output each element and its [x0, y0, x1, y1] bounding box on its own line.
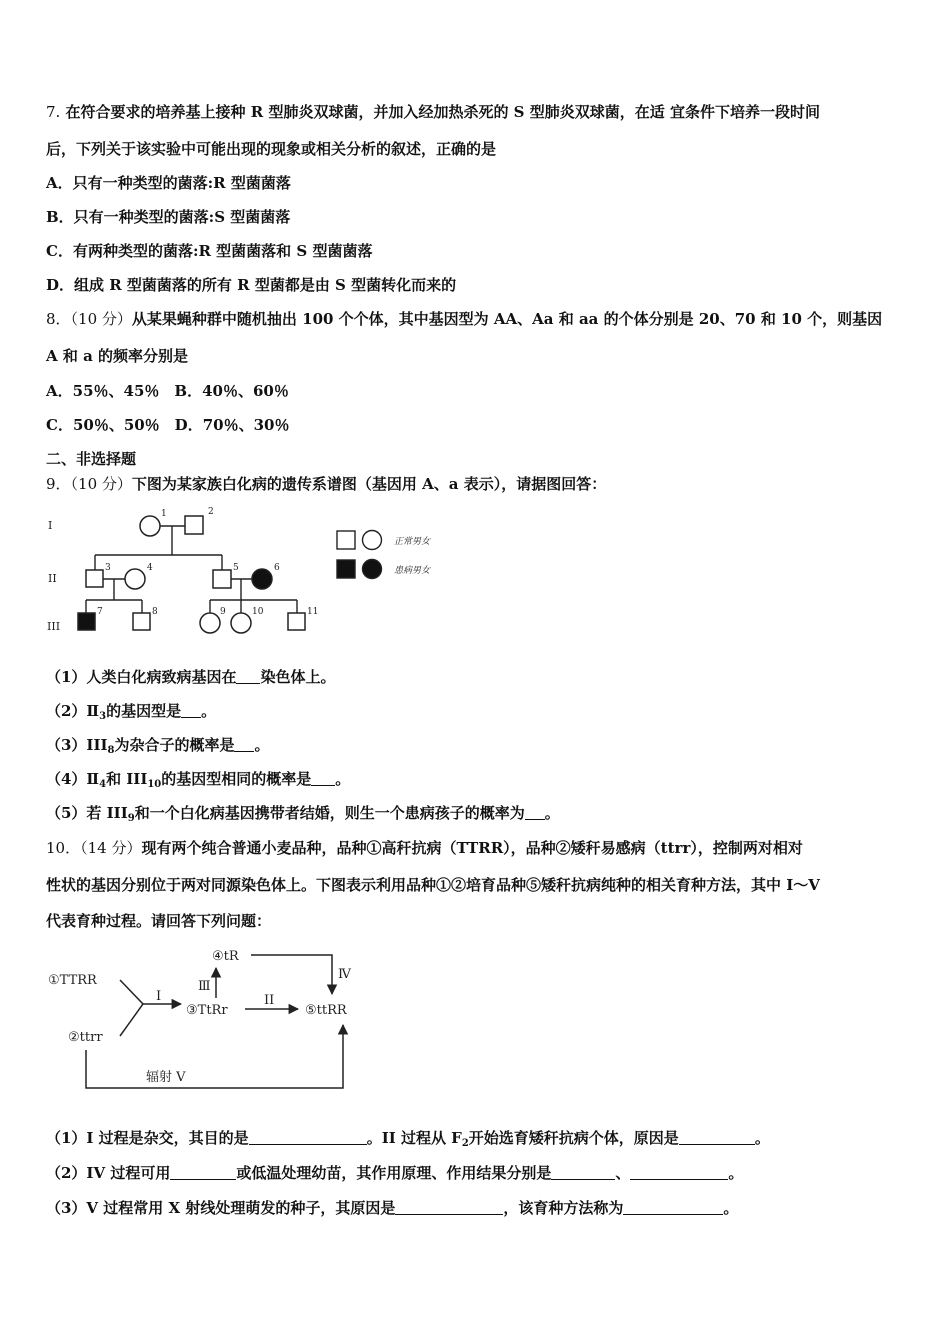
section2-title: 二、非选择题 — [46, 450, 137, 468]
label-6: 6 — [274, 563, 280, 573]
individual-9 — [200, 613, 220, 633]
process-1-label: I — [156, 989, 162, 1004]
individual-10 — [231, 613, 251, 633]
q10-sub3 — [46, 1197, 910, 1219]
q9-sub4-subscript-2: 10 — [147, 779, 162, 790]
q10-stem-line3: 代表育种过程。请回答下列问题： — [46, 912, 272, 930]
answer-blank[interactable] — [236, 669, 260, 684]
q9-sub4-text-c: 的基因型相同的概率是 — [161, 770, 312, 788]
q8-options-row2: C．50％、50％ D．70％、30％ — [46, 416, 290, 434]
variety-3-label: ③TtRr — [186, 1003, 228, 1018]
q10-stem-line2: 性状的基因分别位于两对同源染色体上。下图表示利用品种①②培育品种⑤矮秆抗病纯种的相关育种方法，其中 I～V — [46, 876, 820, 894]
q9-sub4-text-a: （4）Ⅱ — [46, 770, 100, 788]
individual-4 — [125, 569, 145, 589]
q9-sub5-text-b: 和一个白化病基因携带者结婚，则生一个患病孩子的概率为 — [134, 804, 525, 822]
q10-sub1-text-b: 。II 过程从 F — [366, 1129, 462, 1147]
q8-stem-text1: 从某果蝇种群中随机抽出 100 个个体，其中基因型为 AA、Aa 和 aa 的个体分别是 20、70 和 10 个，则基因 — [131, 310, 883, 328]
q9-sub4-text-b: 和 III — [106, 770, 148, 788]
q9-sub2 — [46, 700, 910, 728]
process-5-label: 辐射 V — [146, 1070, 186, 1085]
individual-3 — [86, 570, 103, 587]
answer-blank[interactable] — [234, 737, 254, 752]
q10-sub2-text-c: 、 — [615, 1164, 631, 1182]
individual-6 — [252, 569, 272, 589]
q9-sub5 — [46, 802, 910, 830]
q8-stem-line1 — [46, 308, 910, 330]
legend-affected-male — [337, 560, 355, 578]
process-2-label: II — [264, 993, 275, 1008]
answer-blank[interactable] — [249, 1130, 367, 1145]
q9-sub2-text-b: 的基因型是 — [106, 702, 182, 720]
label-10: 10 — [252, 607, 264, 617]
answer-blank[interactable] — [311, 771, 335, 786]
label-11: 11 — [307, 607, 319, 617]
q10-sub2-text-b: 或低温处理幼苗，其作用原理、作用结果分别是 — [236, 1164, 552, 1182]
q9-sub3 — [46, 734, 910, 762]
q10-sub2-end: 。 — [728, 1164, 744, 1182]
label-2: 2 — [208, 507, 214, 517]
q7-number: 7. — [46, 103, 61, 121]
q10-sub1 — [46, 1127, 910, 1155]
q10-sub1-end: 。 — [754, 1129, 770, 1147]
q10-score: （14 分） — [80, 839, 142, 857]
answer-blank[interactable] — [525, 805, 545, 820]
q7-stem-line1 — [46, 101, 910, 123]
legend-normal-male — [337, 531, 355, 549]
variety-2-label: ②ttrr — [68, 1030, 103, 1045]
q10-sub3-end: 。 — [723, 1199, 739, 1217]
variety-4-label: ④tR — [212, 949, 239, 964]
q10-sub2-text-a: （2）IV 过程可用 — [46, 1164, 171, 1182]
gen-label-3: III — [47, 620, 61, 633]
q7-stem-line2: 后，下列关于该实验中可能出现的现象或相关分析的叙述，正确的是 — [46, 140, 497, 158]
process-4-label: Ⅳ — [338, 967, 351, 982]
arrow-iv — [251, 955, 332, 994]
pedigree-chart — [40, 500, 460, 650]
cross-arrow — [120, 980, 143, 1036]
label-9: 9 — [220, 607, 226, 617]
q7-option-b: B．只有一种类型的菌落:S 型菌菌落 — [46, 208, 291, 226]
q7-option-a: A．只有一种类型的菌落:R 型菌菌落 — [46, 174, 291, 192]
label-5: 5 — [233, 563, 239, 573]
q8-options-row1: A．55％、45％ B．40％、60％ — [46, 382, 289, 400]
label-1: 1 — [161, 509, 167, 519]
individual-5 — [213, 570, 231, 588]
q10-sub2 — [46, 1162, 910, 1184]
label-8: 8 — [152, 607, 158, 617]
legend-normal-label: 正常男女 — [394, 537, 431, 547]
q10-stem-line1 — [46, 837, 910, 859]
q9-sub3-text-b: 为杂合子的概率是 — [114, 736, 235, 754]
individual-7 — [78, 613, 95, 630]
variety-5-label: ⑤ttRR — [305, 1003, 347, 1018]
q9-sub3-text-a: （3）III — [46, 736, 108, 754]
individual-2 — [185, 516, 203, 534]
legend-normal-female — [363, 531, 382, 550]
q9-sub3-subscript: 8 — [107, 745, 115, 756]
q9-sub5-text-a: （5）若 III — [46, 804, 128, 822]
q9-sub2-subscript: 3 — [99, 711, 107, 722]
answer-blank[interactable] — [679, 1130, 755, 1145]
breeding-diagram — [40, 942, 440, 1092]
label-4: 4 — [147, 563, 153, 573]
q10-sub1-subscript: 2 — [461, 1138, 469, 1149]
q9-sub3-end: 。 — [254, 736, 270, 754]
answer-blank[interactable] — [551, 1165, 615, 1180]
q9-sub1 — [46, 666, 910, 688]
label-3: 3 — [105, 563, 111, 573]
q9-sub4-end: 。 — [335, 770, 351, 788]
answer-blank[interactable] — [623, 1200, 723, 1215]
answer-blank[interactable] — [181, 703, 201, 718]
gen-label-2: II — [48, 572, 57, 585]
q9-number: 9． — [46, 475, 71, 493]
answer-blank[interactable] — [630, 1165, 728, 1180]
q9-sub1-end: 染色体上。 — [260, 668, 336, 686]
arrow-v — [86, 1025, 343, 1088]
label-7: 7 — [97, 607, 103, 617]
q8-score: （10 分） — [70, 310, 132, 328]
process-3-label: Ⅲ — [198, 979, 211, 994]
q10-stem-text1: 现有两个纯合普通小麦品种，品种①高秆抗病（TTRR），品种②矮秆易感病（ttrr），控制两对相对 — [141, 839, 803, 857]
q9-sub1-text: （1）人类白化病致病基因在 — [46, 668, 237, 686]
legend-affected-label: 患病男女 — [394, 566, 431, 576]
q9-stem — [46, 473, 910, 495]
gen-label-1: I — [48, 519, 53, 532]
q10-sub1-text-c: 开始选育矮秆抗病个体，原因是 — [468, 1129, 679, 1147]
q7-stem-text1: 在符合要求的培养基上接种 R 型肺炎双球菌，并加入经加热杀死的 S 型肺炎双球菌，在适 宜条件下培养一段时间 — [65, 103, 820, 121]
answer-blank[interactable] — [395, 1200, 503, 1215]
q9-score: （10 分） — [70, 475, 132, 493]
q10-sub1-text-a: （1）I 过程是杂交，其目的是 — [46, 1129, 249, 1147]
q9-sub5-subscript: 9 — [127, 813, 135, 824]
q10-sub3-text-a: （3）V 过程常用 X 射线处理萌发的种子，其原因是 — [46, 1199, 396, 1217]
q9-sub5-end: 。 — [544, 804, 560, 822]
individual-1 — [140, 516, 160, 536]
variety-1-label: ①TTRR — [48, 973, 97, 988]
q8-number: 8． — [46, 310, 71, 328]
q9-sub4-subscript-1: 4 — [99, 779, 107, 790]
q10-sub3-text-b: ，该育种方法称为 — [503, 1199, 624, 1217]
q9-sub4 — [46, 768, 910, 796]
legend-affected-female — [363, 560, 382, 579]
individual-8 — [133, 613, 150, 630]
q9-sub2-text-a: （2）Ⅱ — [46, 702, 100, 720]
q9-sub2-end: 。 — [201, 702, 217, 720]
answer-blank[interactable] — [170, 1165, 236, 1180]
q7-option-c: C．有两种类型的菌落:R 型菌菌落和 S 型菌菌落 — [46, 242, 373, 260]
q9-stem-text: 下图为某家族白化病的遗传系谱图（基因用 A、a 表示），请据图回答： — [131, 475, 607, 493]
q7-option-d: D．组成 R 型菌菌落的所有 R 型菌都是由 S 型菌转化而来的 — [46, 276, 457, 294]
q10-number: 10． — [46, 839, 81, 857]
q8-stem-line2: A 和 a 的频率分别是 — [46, 347, 189, 365]
individual-11 — [288, 613, 305, 630]
